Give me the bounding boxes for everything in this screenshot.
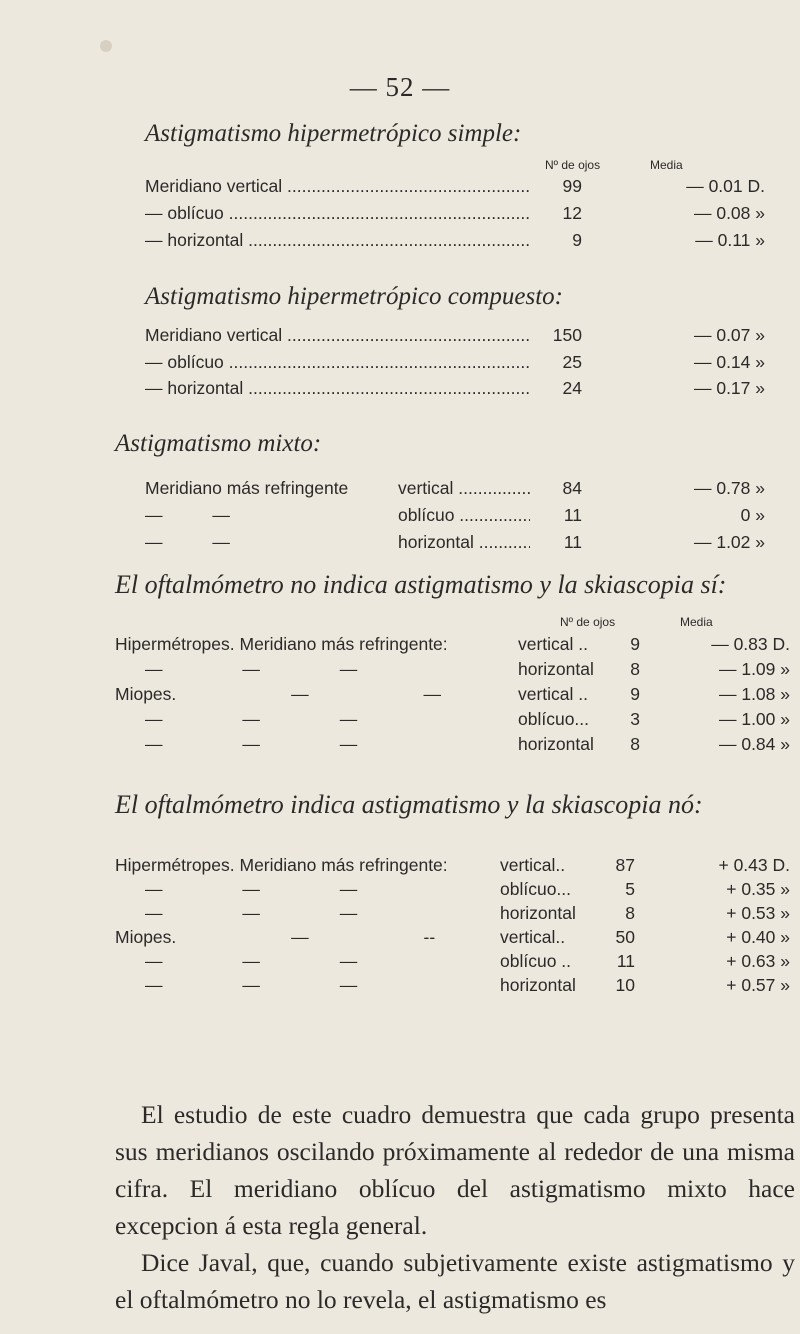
table-row — [0, 949, 800, 973]
row-mean: + 0.53 » — [726, 903, 790, 923]
row-count: 3 — [630, 709, 640, 729]
row-mean: — 0.78 » — [693, 478, 765, 498]
section-title-mixed: Astigmatismo mixto: — [115, 430, 322, 457]
section-title-compound: Astigmatismo hipermetrópico compuesto: — [145, 283, 564, 310]
row-orientation: vertical.. — [500, 927, 566, 947]
row-label: — horizontal ..... — [145, 376, 530, 400]
row-count: 11 — [616, 951, 635, 971]
section-title-ophthalmometer-yes: El oftalmómetro indica astigmatismo y la skiascopia nó: — [115, 790, 703, 819]
row-mean: — 0.84 » — [718, 734, 790, 754]
row-orientation: oblícuo ..... — [398, 503, 530, 527]
row-mean: — 1.00 » — [718, 709, 790, 729]
column-header-mean: Media — [650, 158, 683, 172]
row-count: 8 — [625, 903, 635, 923]
row-mean: + 0.43 D. — [718, 855, 790, 875]
row-orientation: horizontal ..... — [398, 530, 530, 554]
table-row — [0, 323, 800, 347]
table-row — [0, 973, 800, 997]
row-orientation: oblícuo... — [500, 879, 572, 899]
row-group: Hipermétropes. Meridiano más refringente: — [115, 855, 448, 875]
row-group: — — — — [145, 734, 358, 754]
row-mean: — 0.83 D. — [711, 634, 790, 654]
row-orientation: vertical .. — [518, 634, 589, 654]
row-mean: — 0.08 » — [693, 203, 765, 223]
row-meridian: — — — [145, 505, 230, 525]
row-orientation: vertical.. — [500, 855, 566, 875]
row-count: 150 — [552, 325, 582, 345]
row-count: 12 — [562, 203, 582, 223]
row-count: 8 — [630, 659, 640, 679]
table-row — [0, 503, 800, 527]
row-mean: — 1.09 » — [718, 659, 790, 679]
table-row — [0, 201, 800, 225]
table-row — [0, 925, 800, 949]
body-text — [115, 1096, 795, 1318]
row-label: Meridiano vertical ..... — [145, 323, 530, 347]
row-orientation: horizontal — [518, 659, 594, 679]
table-row — [0, 877, 800, 901]
column-header-mean: Media — [680, 615, 713, 629]
table-row — [0, 174, 800, 198]
row-count: 9 — [630, 634, 640, 654]
row-orientation: horizontal — [500, 903, 576, 923]
table-row — [0, 228, 800, 252]
row-group: — — — — [145, 709, 358, 729]
table-row — [0, 657, 800, 681]
paragraph: Dice Javal, que, cuando subjetivamente existe astigmatismo y el oftalmómetro no lo revela, el astigmatismo es — [115, 1248, 795, 1314]
row-mean: + 0.35 » — [726, 879, 790, 899]
column-header-count: Nº de ojos — [560, 615, 616, 629]
row-orientation: vertical .. — [518, 684, 589, 704]
row-count: 84 — [562, 478, 582, 498]
row-mean: — 1.08 » — [718, 684, 790, 704]
row-meridian: — — — [145, 532, 230, 552]
row-mean: — 0.07 » — [693, 325, 765, 345]
row-mean: 0 » — [740, 505, 765, 525]
row-count: 9 — [572, 230, 582, 250]
row-count: 25 — [562, 352, 582, 372]
row-orientation: horizontal — [518, 734, 594, 754]
paper-stain — [100, 40, 112, 52]
table-row — [0, 376, 800, 400]
row-meridian: Meridiano más refringente — [145, 478, 349, 498]
table-row — [0, 476, 800, 500]
row-mean: — 1.02 » — [693, 532, 765, 552]
row-label: — horizontal ..... — [145, 228, 530, 252]
row-orientation: horizontal — [500, 975, 576, 995]
table-row — [0, 530, 800, 554]
row-group: — — — — [145, 659, 358, 679]
row-orientation: vertical ..... — [398, 476, 530, 500]
table-row — [0, 682, 800, 706]
row-group: — — — — [145, 879, 358, 899]
row-mean: + 0.63 » — [726, 951, 790, 971]
row-mean: — 0.14 » — [693, 352, 765, 372]
row-group: — — — — [145, 951, 358, 971]
paragraph: El estudio de este cuadro demuestra que cada grupo presenta sus meridianos oscilando próximamente al rededor de una misma cifra. El meridiano oblícuo del astigmatismo mixto hace excepcion á esta regla general. — [115, 1100, 795, 1240]
table-row — [0, 350, 800, 374]
section-title-ophthalmometer-no: El oftalmómetro no indica astigmatismo y la skiascopia sí: — [115, 570, 727, 599]
row-mean: — 0.01 D. — [686, 176, 765, 196]
row-mean: + 0.57 » — [726, 975, 790, 995]
row-count: 50 — [615, 927, 635, 947]
column-header-count: Nº de ojos — [545, 158, 601, 172]
row-label: — oblícuo ..... — [145, 201, 530, 225]
row-mean: — 0.17 » — [693, 378, 765, 398]
row-orientation: oblícuo .. — [500, 951, 572, 971]
row-count: 8 — [630, 734, 640, 754]
table-row — [0, 707, 800, 731]
row-group: Miopes. — -- — [115, 927, 436, 947]
table-row — [0, 853, 800, 877]
table-row — [0, 632, 800, 656]
table-row — [0, 732, 800, 756]
row-mean: — 0.11 » — [695, 230, 765, 250]
row-count: 5 — [625, 879, 635, 899]
row-orientation: oblícuo... — [518, 709, 590, 729]
row-count: 99 — [562, 176, 582, 196]
row-label: — oblícuo ..... — [145, 350, 530, 374]
row-group: Miopes. — — — [115, 684, 441, 704]
row-group: — — — — [145, 903, 358, 923]
row-mean: + 0.40 » — [726, 927, 790, 947]
section-title-simple: Astigmatismo hipermetrópico simple: — [145, 120, 522, 147]
row-count: 10 — [615, 975, 635, 995]
table-row — [0, 901, 800, 925]
row-count: 24 — [562, 378, 582, 398]
row-count: 87 — [615, 855, 635, 875]
row-count: 11 — [563, 505, 582, 525]
row-label: Meridiano vertical ..... — [145, 174, 530, 198]
row-count: 9 — [630, 684, 640, 704]
row-group: — — — — [145, 975, 358, 995]
row-count: 11 — [563, 532, 582, 552]
page-number: — 52 — — [349, 72, 451, 102]
row-group: Hipermétropes. Meridiano más refringente: — [115, 634, 448, 654]
